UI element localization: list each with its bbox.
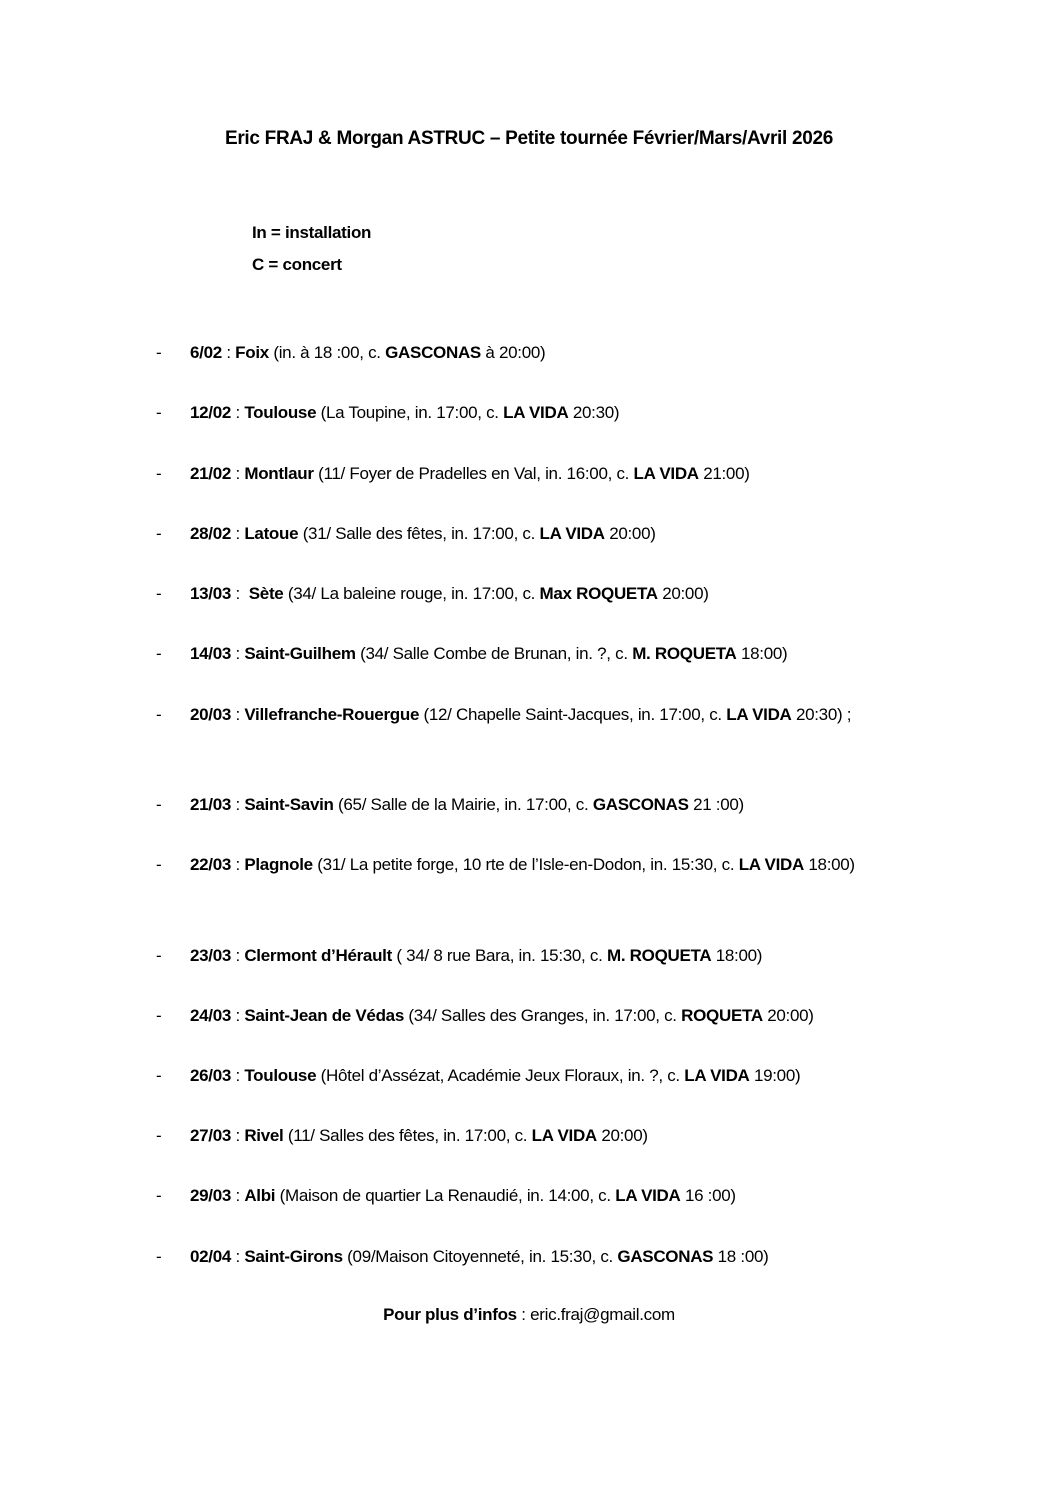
entry-text <box>190 1001 933 1031</box>
entry-place: Saint-Savin <box>244 795 334 814</box>
entry-detail: (34/ La baleine rouge, in. 17:00, c. <box>283 584 540 603</box>
entry-program: ROQUETA <box>681 1006 763 1025</box>
entry-program: M. ROQUETA <box>632 644 737 663</box>
entry-program: GASCONAS <box>385 343 481 362</box>
entry-date: 12/02 <box>190 403 232 422</box>
entry-separator: : <box>231 524 245 543</box>
entry-detail: ( 34/ 8 rue Bara, in. 15:30, c. <box>391 946 607 965</box>
entry-text <box>190 459 933 489</box>
entry-separator: : <box>231 946 245 965</box>
entry-date: 26/03 <box>190 1066 232 1085</box>
bullet-dash: - <box>156 855 162 874</box>
entry-date: 22/03 <box>190 855 232 874</box>
entry-program: M. ROQUETA <box>606 946 712 965</box>
entry-date: 21/02 <box>190 464 232 483</box>
entry-text <box>190 519 933 549</box>
entry-detail: 20:00) <box>596 1126 648 1145</box>
bullet-dash: - <box>156 1006 162 1025</box>
entry-text <box>190 1181 933 1211</box>
entry-place: Clermont d’Hérault <box>244 946 392 965</box>
entry-date: 27/03 <box>190 1126 232 1145</box>
entry-text <box>190 338 933 368</box>
entry-detail: (31/ La petite forge, 10 rte de l’Isle-en-Dodon, in. 15:30, c. <box>312 855 739 874</box>
entry-detail: 18:00) <box>803 855 855 874</box>
entry-detail: à 20:00) <box>480 343 546 362</box>
entry-program: LA VIDA <box>738 855 804 874</box>
entry-text <box>190 941 933 971</box>
entry-program: LA VIDA <box>726 705 792 724</box>
entry-program: LA VIDA <box>633 464 699 483</box>
entry-separator: : <box>231 584 249 603</box>
entry-separator: : <box>231 705 245 724</box>
entry-text <box>190 579 933 609</box>
entry-detail: 18 :00) <box>713 1247 769 1266</box>
entry-text <box>190 639 933 669</box>
entry-detail: (11/ Foyer de Pradelles en Val, in. 16:00, c. <box>313 464 634 483</box>
entry-separator: : <box>231 795 245 814</box>
entry-program: LA VIDA <box>539 524 605 543</box>
entry-place: Toulouse <box>244 1066 317 1085</box>
entry-place: Foix <box>235 343 269 362</box>
entry-date: 29/03 <box>190 1186 232 1205</box>
legend-installation: In = installation <box>252 223 372 242</box>
contact-footer <box>0 1305 1058 1325</box>
entry-place: Sète <box>248 584 284 603</box>
entry-separator: : <box>231 644 245 663</box>
entry-place: Saint-Guilhem <box>244 644 356 663</box>
entry-detail: (La Toupine, in. 17:00, c. <box>316 403 504 422</box>
entry-text <box>190 398 933 428</box>
bullet-dash: - <box>156 1066 162 1085</box>
entry-text <box>190 1121 933 1151</box>
entry-detail: 19:00) <box>749 1066 801 1085</box>
entry-detail: 20:00) <box>657 584 709 603</box>
entry-place: Albi <box>244 1186 276 1205</box>
entry-separator: : <box>231 1186 245 1205</box>
entry-separator: : <box>231 1066 245 1085</box>
entry-separator: : <box>231 403 245 422</box>
legend-concert: C = concert <box>252 255 342 274</box>
entry-separator: : <box>231 1006 245 1025</box>
entry-date: 23/03 <box>190 946 232 965</box>
entry-text <box>190 700 933 730</box>
entry-separator: : <box>231 855 245 874</box>
bullet-dash: - <box>156 1126 162 1145</box>
entry-detail: (Hôtel d’Assézat, Académie Jeux Floraux, in. ?, c. <box>316 1066 685 1085</box>
entry-text <box>190 850 933 880</box>
entry-separator: : <box>221 343 236 362</box>
entry-place: Latoue <box>244 524 299 543</box>
bullet-dash: - <box>156 644 162 663</box>
entry-detail: 20:00) <box>604 524 656 543</box>
bullet-dash: - <box>156 464 162 483</box>
contact-separator: : <box>516 1305 531 1324</box>
entry-text <box>190 1242 933 1272</box>
entry-separator: : <box>231 464 245 483</box>
entry-detail: (Maison de quartier La Renaudié, in. 14:00, c. <box>275 1186 616 1205</box>
entry-date: 28/02 <box>190 524 232 543</box>
entry-place: Montlaur <box>244 464 314 483</box>
entry-date: 6/02 <box>190 343 222 362</box>
entry-place: Plagnole <box>244 855 313 874</box>
entry-detail: 20:30) <box>568 403 620 422</box>
bullet-dash: - <box>156 584 162 603</box>
entry-detail: (31/ Salle des fêtes, in. 17:00, c. <box>298 524 540 543</box>
document-title: Eric FRAJ & Morgan ASTRUC – Petite tournée Février/Mars/Avril 2026 <box>224 128 834 149</box>
entry-place: Saint-Girons <box>244 1247 343 1266</box>
entry-place: Toulouse <box>244 403 317 422</box>
entry-detail: (65/ Salle de la Mairie, in. 17:00, c. <box>333 795 593 814</box>
entry-date: 21/03 <box>190 795 232 814</box>
bullet-dash: - <box>156 1247 162 1266</box>
entry-text <box>190 790 933 820</box>
entry-program: LA VIDA <box>684 1066 750 1085</box>
entry-program: GASCONAS <box>617 1247 714 1266</box>
entry-program: LA VIDA <box>531 1126 597 1145</box>
entry-separator: : <box>231 1247 245 1266</box>
entry-place: Saint-Jean de Védas <box>244 1006 404 1025</box>
entry-detail: (34/ Salles des Granges, in. 17:00, c. <box>403 1006 682 1025</box>
entry-place: Rivel <box>244 1126 284 1145</box>
entry-date: 14/03 <box>190 644 232 663</box>
entry-detail: 18:00) <box>736 644 788 663</box>
entry-detail: 18:00) <box>711 946 763 965</box>
bullet-dash: - <box>156 1186 162 1205</box>
entry-detail: 21 :00) <box>688 795 744 814</box>
bullet-dash: - <box>156 403 162 422</box>
entry-detail: 20:30) ; <box>791 705 852 724</box>
entry-detail: (34/ Salle Combe de Brunan, in. ?, c. <box>355 644 633 663</box>
bullet-dash: - <box>156 705 162 724</box>
entry-program: GASCONAS <box>592 795 689 814</box>
contact-label: Pour plus d’infos <box>383 1305 517 1324</box>
entry-date: 13/03 <box>190 584 232 603</box>
entry-program: LA VIDA <box>503 403 569 422</box>
entry-detail: (11/ Salles des fêtes, in. 17:00, c. <box>283 1126 532 1145</box>
entry-text <box>190 1061 933 1091</box>
entry-place: Villefranche-Rouergue <box>244 705 420 724</box>
bullet-dash: - <box>156 524 162 543</box>
entry-date: 24/03 <box>190 1006 232 1025</box>
entry-program: LA VIDA <box>615 1186 681 1205</box>
bullet-dash: - <box>156 795 162 814</box>
entry-detail: (09/Maison Citoyenneté, in. 15:30, c. <box>342 1247 618 1266</box>
entry-detail: (12/ Chapelle Saint-Jacques, in. 17:00, c. <box>419 705 727 724</box>
entry-date: 02/04 <box>190 1247 232 1266</box>
entry-detail: 20:00) <box>762 1006 814 1025</box>
entry-detail: 16 :00) <box>680 1186 736 1205</box>
entry-separator: : <box>231 1126 245 1145</box>
bullet-dash: - <box>156 946 162 965</box>
entry-program: Max ROQUETA <box>539 584 658 603</box>
contact-email[interactable]: eric.fraj@gmail.com <box>530 1305 675 1324</box>
entry-detail: (in. à 18 :00, c. <box>268 343 386 362</box>
entry-date: 20/03 <box>190 705 232 724</box>
bullet-dash: - <box>156 343 162 362</box>
entry-detail: 21:00) <box>698 464 750 483</box>
